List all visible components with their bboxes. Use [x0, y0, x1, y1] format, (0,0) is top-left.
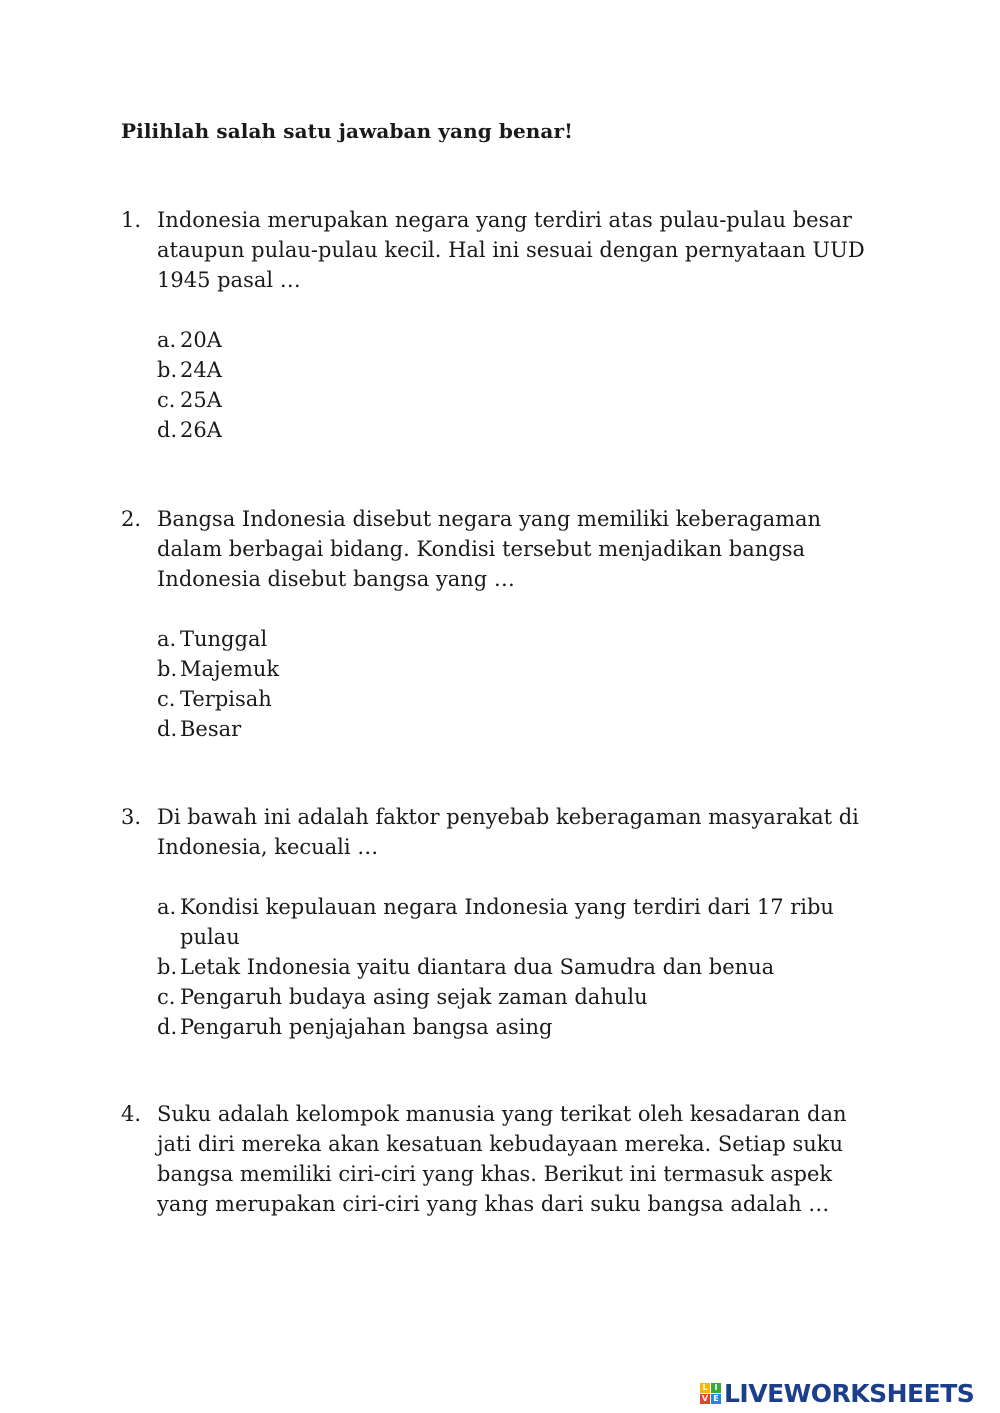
option-label: a.	[157, 895, 177, 919]
option-a[interactable]	[157, 892, 881, 952]
option-label: d.	[157, 1015, 178, 1039]
option-text: Letak Indonesia yaitu diantara dua Samudra dan benua	[180, 955, 775, 979]
option-text: Kondisi kepulauan negara Indonesia yang terdiri dari 17 ribu pulau	[180, 895, 834, 949]
option-c[interactable]	[157, 385, 881, 415]
option-label: a.	[157, 627, 177, 651]
option-d[interactable]	[157, 415, 881, 445]
option-b[interactable]	[157, 355, 881, 385]
question-2	[121, 504, 881, 744]
question-1	[121, 205, 881, 445]
option-a[interactable]	[157, 325, 881, 355]
option-text: 26A	[180, 418, 222, 442]
question-3	[121, 802, 881, 1042]
option-label: d.	[157, 717, 178, 741]
liveworksheets-logo	[700, 1378, 974, 1408]
option-d[interactable]	[157, 714, 881, 744]
option-text: Besar	[180, 717, 242, 741]
question-text: Indonesia merupakan negara yang terdiri atas pulau-pulau besar ataupun pulau-pulau kecil. Hal ini sesuai dengan pernyataan UUD 1945 pasal …	[157, 208, 865, 292]
question-number: 2.	[121, 507, 142, 531]
option-text: Terpisah	[180, 687, 272, 711]
option-label: c.	[157, 985, 176, 1009]
logo-letter: I	[711, 1383, 721, 1393]
logo-letter: L	[700, 1383, 710, 1393]
logo-letter: E	[711, 1394, 721, 1404]
option-label: b.	[157, 955, 178, 979]
option-a[interactable]	[157, 624, 881, 654]
question-4	[121, 1099, 881, 1219]
logo-mark-icon	[700, 1383, 721, 1404]
question-text: Di bawah ini adalah faktor penyebab keberagaman masyarakat di Indonesia, kecuali …	[157, 805, 859, 859]
option-b[interactable]	[157, 654, 881, 684]
option-text: Pengaruh penjajahan bangsa asing	[180, 1015, 553, 1039]
option-text: 25A	[180, 388, 222, 412]
option-c[interactable]	[157, 684, 881, 714]
option-label: b.	[157, 657, 178, 681]
option-label: c.	[157, 388, 176, 412]
option-text: 24A	[180, 358, 222, 382]
logo-text: LIVEWORKSHEETS	[724, 1378, 975, 1408]
option-label: d.	[157, 418, 178, 442]
question-number: 1.	[121, 208, 142, 232]
answer-options	[157, 624, 881, 744]
question-text: Suku adalah kelompok manusia yang terikat oleh kesadaran dan jati diri mereka akan kesatuan kebudayaan mereka. Setiap suku bangsa memiliki ciri-ciri yang khas. Berikut ini termasuk aspek yang merupakan ciri-ciri yang khas dari suku bangsa adalah …	[157, 1102, 847, 1216]
question-number: 3.	[121, 805, 142, 829]
answer-options	[157, 892, 881, 1042]
option-d[interactable]	[157, 1012, 881, 1042]
question-number: 4.	[121, 1102, 142, 1126]
option-text: Pengaruh budaya asing sejak zaman dahulu	[180, 985, 648, 1009]
option-text: Tunggal	[180, 627, 268, 651]
option-text: Majemuk	[180, 657, 280, 681]
option-label: c.	[157, 687, 176, 711]
option-label: a.	[157, 328, 177, 352]
option-text: 20A	[180, 328, 222, 352]
answer-options	[157, 325, 881, 445]
option-b[interactable]	[157, 952, 881, 982]
logo-letter: V	[701, 1393, 709, 1403]
option-c[interactable]	[157, 982, 881, 1012]
instruction-heading: Pilihlah salah satu jawaban yang benar!	[121, 119, 573, 143]
option-label: b.	[157, 358, 178, 382]
question-text: Bangsa Indonesia disebut negara yang memiliki keberagaman dalam berbagai bidang. Kondisi tersebut menjadikan bangsa Indonesia disebut bangsa yang …	[157, 507, 822, 591]
